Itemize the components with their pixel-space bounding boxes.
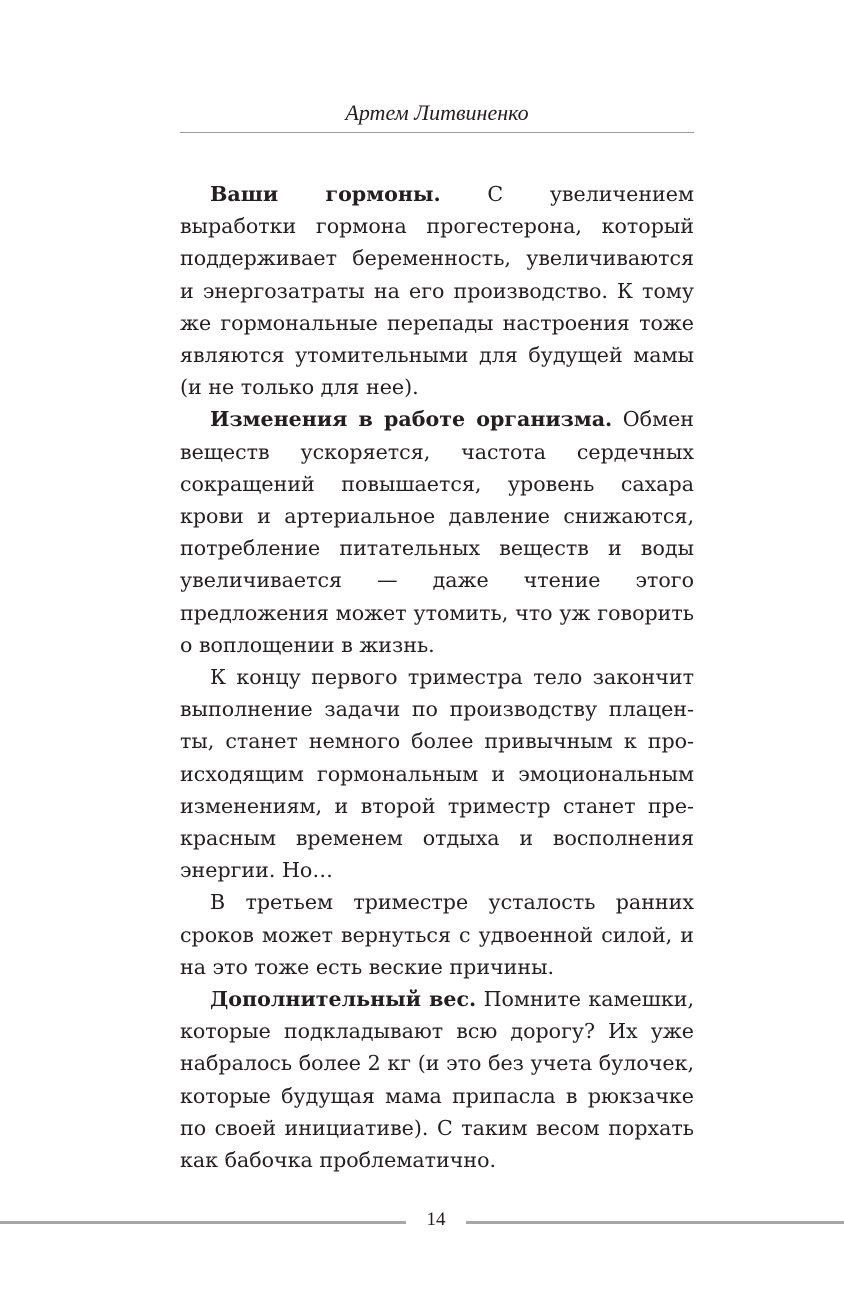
body-text [180, 178, 694, 1176]
paragraph-text: Обмен веществ ускоряется, частота сердечных сокращений повышается, уровень сахара крови и артериальное давление снижаются, потребление питательных веществ и воды увеличивается — даже чтение этого предложения может утомить, что уж говорить о воплощении в жизнь. [180, 407, 694, 657]
paragraph-hormones [180, 178, 694, 403]
footer-divider-left [0, 1221, 406, 1224]
running-header-author: Артем Литвиненко [345, 100, 529, 125]
header-divider [180, 132, 694, 133]
paragraph-text: Помните камешки, которые подкладывают всю дорогу? Их уже набралось более 2 кг (и это без учета булочек, которые будущая мама припасла в рюкзачке по своей инициативе). С таким весом порхать как бабочка проблематично. [180, 987, 694, 1173]
paragraph-extra-weight [180, 983, 694, 1176]
paragraph-text: В третьем триместре усталость ранних сроков может вернуться с удвоенной силой, и на это тоже есть веские причины. [180, 890, 694, 979]
paragraph-text: К концу первого триместра тело закончит выполнение задачи по производству плаценты, станет немного более привычным к происходящим гормональным и эмоциональным изменениям, и второй триместр станет прекрасным временем отдыха и восполнения энергии. Но… [180, 665, 694, 883]
paragraph-lead: Ваши гормоны. [210, 182, 441, 206]
paragraph-lead: Дополнительный вес. [210, 987, 477, 1012]
footer-divider-right [466, 1221, 844, 1224]
paragraph-first-trimester-end [180, 661, 694, 886]
paragraph-text: С увеличением выработки гормона прогестерона, который поддерживает беременность, увеличиваются и энергозатраты на его производство. К тому же гормональные перепады настроения тоже являются утомительными для будущей мамы (и не только для нее). [180, 182, 694, 400]
paragraph-third-trimester [180, 886, 694, 983]
page-number: 14 [426, 1209, 446, 1230]
paragraph-lead: Изменения в работе организма. [210, 407, 613, 432]
paragraph-body-changes [180, 403, 694, 661]
